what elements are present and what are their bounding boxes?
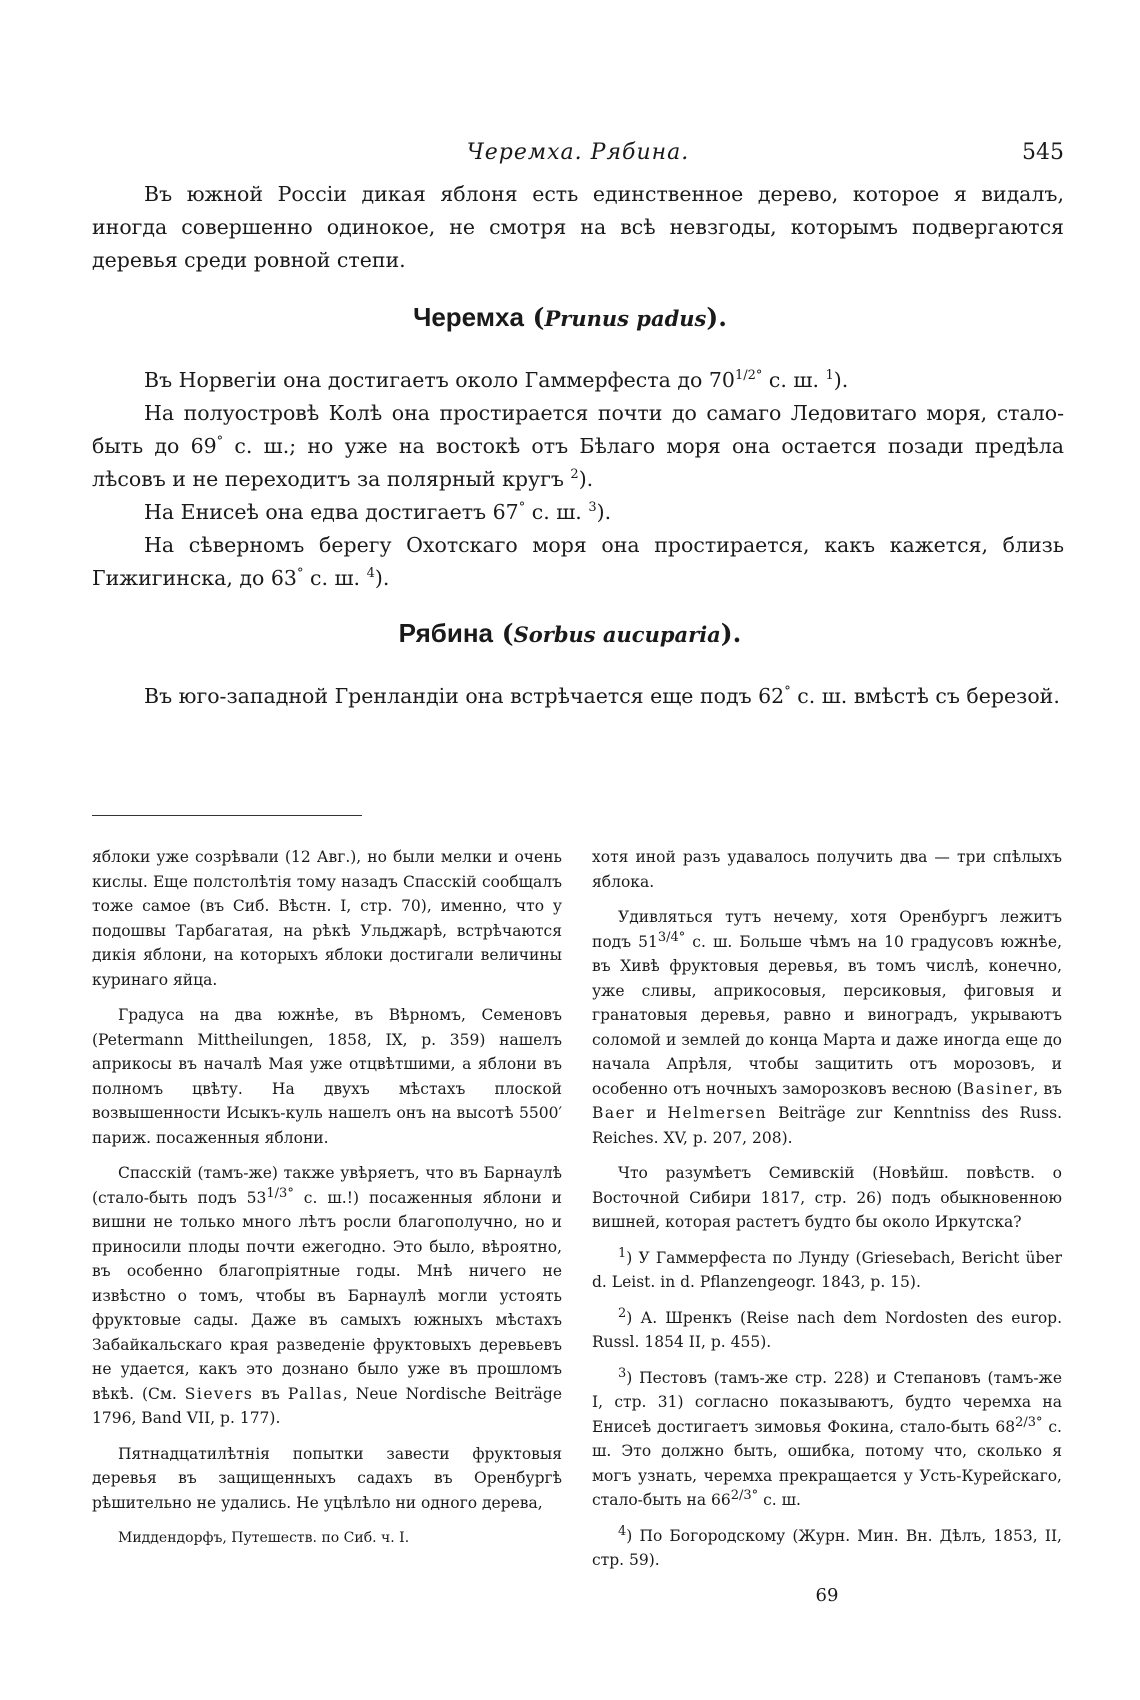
footnote-ref: 4 (366, 566, 375, 582)
footnote-ref: 2 (570, 467, 579, 483)
footnote-3: $^3$) Пестовъ (тамъ-же стр. 228) и Степановъ (тамъ-же I, стр. 31) согласно показываютъ, будто черемха на Енисеѣ достигаетъ зимовья Фокина, стало-быть $68^{2/3^\circ}$ с. ш. Это должно быть, ошибка, потому что, сколько я могъ узнать, черемха прекращается у Усть-Курейскаго, стало-быть на $66^{2/3^\circ}$ с. ш. (592, 1365, 1062, 1509)
page-number: 545 (1022, 140, 1064, 165)
footnote-separator (92, 815, 362, 816)
footnote-4: $^4$) По Богородскому (Журн. Мин. Вн. Дѣлъ, 1853, II, стр. 59). (592, 1523, 1062, 1569)
footnote-1: $^1$) У Гаммерфеста по Лунду (Griesebach, Bericht über d. Leist. in d. Pflanzengeogr. 1843, p. 15). (592, 1245, 1062, 1291)
footnotes-right-column (592, 845, 1062, 1619)
paragraph: Въ юго-западной Гренландіи она встрѣчается еще подъ 62° с. ш. вмѣстѣ съ березой. (144, 684, 1060, 708)
footnote-paragraph: Спасскій (тамъ-же) также увѣряетъ, что въ Барнаулѣ (стало-быть подъ $53^{1/3^\circ}$ с. ш.!) посаженныя яблони и вишни не только много лѣтъ росли благополучно, но и приносили плоды почти ежегодно. Это было, вѣроятно, въ особенно благопріятные годы. Мнѣ ничего не извѣстно о томъ, чтобы въ Барнаулѣ могли устоять фруктовые сады. Даже въ самыхъ южныхъ мѣстахъ Забайкальскаго края разведеніе фруктовыхъ деревьевъ не удается, какъ это дознано было уже въ прошломъ вѣкѣ. (См. Sievers въ Pallas, Neue Nordische Beiträge 1796, Band VII, p. 177). (92, 1164, 562, 1427)
running-title: Черемха. Рябина. (466, 140, 690, 165)
paragraph: На полуостровѣ Колѣ она простирается почти до самаго Ледовитаго моря, стало-быть до 69° с. ш.; но уже на востокѣ отъ Бѣлаго моря она остается позади предѣла лѣсовъ и не переходитъ за полярный кругъ $^2$). (92, 401, 1064, 491)
footnote-paragraph: Пятнадцатилѣтнія попытки завести фруктовыя деревья въ защищенныхъ садахъ въ Оренбургѣ рѣшительно не удались. Не уцѣлѣло ни одного дерева, (92, 1444, 562, 1512)
paragraph: Въ Норвегіи она достигаетъ около Гаммерфеста до $70^{1/2^\circ}$ с. ш. $^1$). (144, 368, 849, 392)
footnote-2: $^2$) А. Шренкъ (Reise nach dem Nordosten des europ. Russl. 1854 II, p. 455). (592, 1305, 1062, 1351)
footnote-paragraph: Удивляться тутъ нечему, хотя Оренбургъ лежитъ подъ $51^{3/4^\circ}$ с. ш. Больше чѣмъ на 10 градусовъ южнѣе, въ Хивѣ фруктовыя деревья, въ томъ числѣ, конечно, уже сливы, априкосовыя, персиковыя, фиговыя и гранатовыя деревья, равно и виноградъ, укрываютъ соломой и землей до конца Марта и даже иногда еще до начала Апрѣля, чтобы защитить отъ морозовъ, и особенно отъ ночныхъ заморозковъ весною (Basiner, въ Baer и Helmersen Beiträge zur Kenntniss des Russ. Reiches. XV, p. 207, 208). (592, 908, 1063, 1147)
section-heading-cheremkha: Черемха (Prunus padus). (413, 302, 727, 332)
footnote-ref: 1 (825, 368, 834, 384)
footnote-ref: 3 (588, 500, 597, 516)
footnote-continuation: яблоки уже созрѣвали (12 Авг.), но были мелки и очень кислы. Еще полстолѣтія тому назадъ Спасскій сообщалъ тоже самое (въ Сиб. Вѣстн. I, стр. 70), именно, что у подошвы Тарбагатая, на рѣкѣ Ульджарѣ, встрѣчаются дикія яблони, на которыхъ яблоки достигали величины куринаго яйца. (92, 848, 562, 989)
section-name: Рябина (398, 618, 494, 648)
running-header (92, 140, 1064, 170)
footnote-continuation: хотя иной разъ удавалось получить два — три спѣлыхъ яблока. (592, 848, 1062, 891)
fraction: 1/2 (734, 368, 756, 384)
section-name: Черемха (413, 302, 524, 332)
printer-signature: Миддендорфъ, Путешеств. по Сиб. ч. I. (118, 1530, 410, 1546)
latin-name: Sorbus aucuparia (513, 622, 721, 647)
sheet-number: 69 (815, 1584, 839, 1606)
section-heading-ryabina: Рябина (Sorbus aucuparia). (398, 618, 742, 648)
footnote-paragraph: Что разумѣетъ Семивскій (Новѣйш. повѣств. о Восточной Сибири 1817, стр. 26) подъ обыкновенною вишней, которая растетъ будто бы около Иркутска? (592, 1164, 1062, 1231)
paragraph: На сѣверномъ берегу Охотскаго моря она простирается, какъ кажется, близь Гижигинска, до 63° с. ш. $^4$). (92, 533, 1064, 590)
intro-paragraph: Въ южной Россіи дикая яблоня есть единственное дерево, которое я видалъ, иногда совершенно одинокое, не смотря на всѣ невзгоды, которымъ подвергаются деревья среди ровной степи. (92, 182, 1064, 272)
footnote-paragraph: Градуса на два южнѣе, въ Вѣрномъ, Семеновъ (Petermann Mittheilungen, 1858, IX, p. 359) нашелъ априкосы въ началѣ Мая уже отцвѣтшими, а яблони въ полномъ цвѣту. На двухъ мѣстахъ плоской возвышенности Исыкъ-куль нашелъ онъ на высотѣ 5500′ париж. посаженныя яблони. (92, 1006, 562, 1147)
cheremkha-text (92, 364, 1064, 595)
latin-name: Prunus padus (544, 306, 707, 331)
paragraph: На Енисеѣ она едва достигаетъ 67° с. ш. $^3$). (144, 500, 612, 524)
ryabina-text (92, 680, 1064, 713)
footnotes-left-column (92, 845, 562, 1562)
